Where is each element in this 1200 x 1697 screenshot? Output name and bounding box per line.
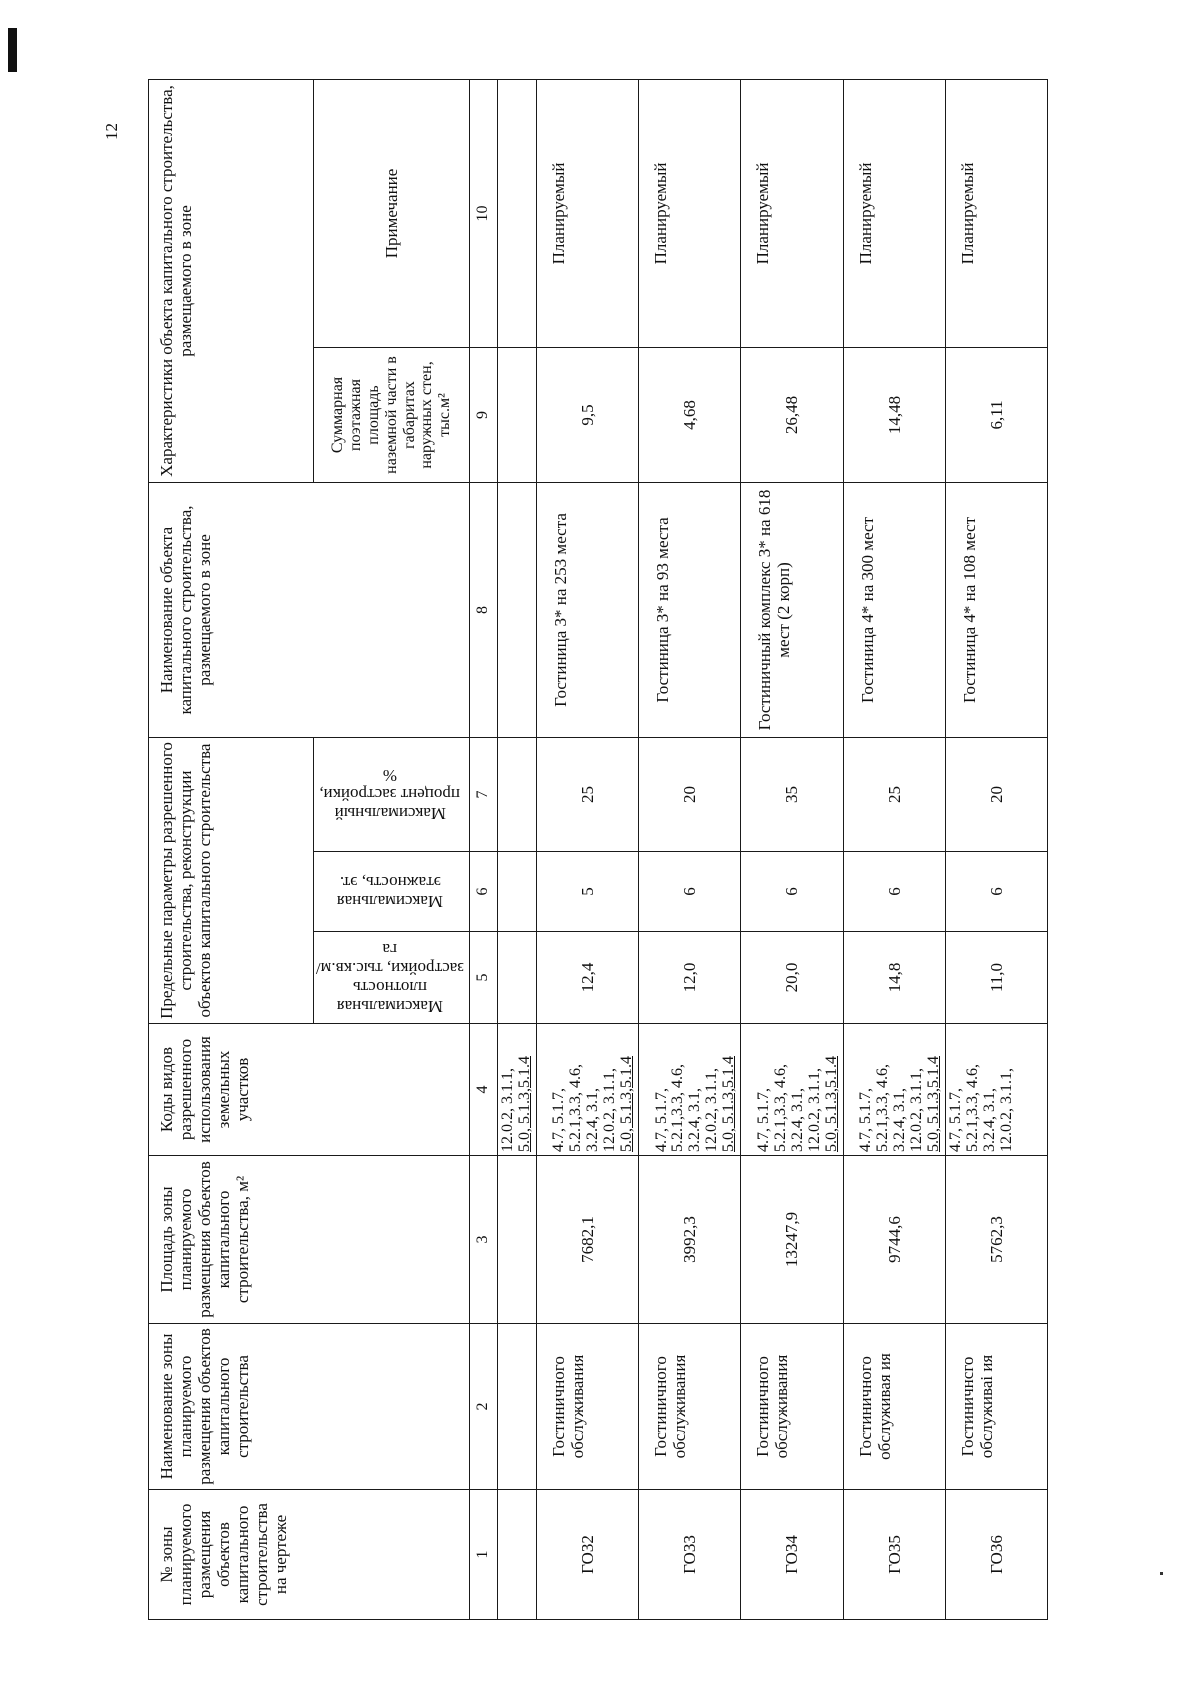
table-row	[945, 79, 1047, 1619]
object-name: Гостиница 3* на 93 места	[639, 482, 741, 737]
header-floor-area: Суммарная поэтажная площадь наземной части в габаритах наружных стен, тыс.м²	[314, 347, 469, 482]
scan-edge-mark	[8, 28, 17, 72]
use-codes: 4.7, 5.1.7, 5.2.1,3.3, 4.6, 3.2.4, 3.1, 12.0.2, 3.1.1, 5.0, 5.1.3,5.1.4	[639, 1024, 741, 1156]
header-max-floors: Максимальная этажность, эт.	[314, 852, 469, 932]
use-codes: 4.7, 5.1.7, 5.2.1,3.3, 4.6, 3.2.4, 3.1, 12.0.2, 3.1.1, 5.0, 5.1.3,5.1.4	[843, 1024, 945, 1156]
object-name: Гостиничный комплекс 3* на 618 мест (2 корп)	[741, 482, 843, 737]
object-name: Гостиница 4* на 300 мест	[843, 482, 945, 737]
zones-table	[148, 79, 1048, 1620]
floor-area: 26,48	[741, 347, 843, 482]
zone-area: 13247,9	[741, 1156, 843, 1324]
column-number: 4	[469, 1024, 497, 1156]
column-number: 3	[469, 1156, 497, 1324]
zone-area: 5762,3	[945, 1156, 1047, 1324]
header-zone-number: № зоны планируемого размещения объектов капитального строительства на чертеже	[149, 1490, 470, 1620]
max-density: 20,0	[741, 932, 843, 1024]
zone-number: ГО33	[639, 1490, 741, 1620]
column-number: 1	[469, 1490, 497, 1620]
max-density: 14,8	[843, 932, 945, 1024]
table-row	[741, 79, 843, 1619]
zone-name: Гостиничного обслуживая ия	[843, 1324, 945, 1490]
use-codes: 4.7, 5.1.7, 5.2.1,3.3, 4.6, 3.2.4, 3.1, 12.0.2, 3.1.1,	[945, 1024, 1047, 1156]
table-row	[536, 79, 638, 1619]
floor-area: 4,68	[639, 347, 741, 482]
carry-over-codes: 12.0.2, 3.1.1, 5.0, 5.1.3,5.1.4	[497, 1024, 536, 1156]
scan-dot-mark	[1160, 1572, 1163, 1575]
header-limit-parameters: Предельные параметры разрешенного строительства, реконструкции объектов капитального строительства	[149, 737, 314, 1023]
header-object-characteristics: Характеристики объекта капитального строительства, размещаемого в зоне	[149, 79, 314, 482]
max-percent: 25	[843, 737, 945, 851]
column-number: 7	[469, 737, 497, 851]
header-note: Примечание	[314, 79, 469, 347]
zone-number: ГО32	[536, 1490, 638, 1620]
max-density: 12,0	[639, 932, 741, 1024]
max-density: 12,4	[536, 932, 638, 1024]
object-name: Гостиница 3* на 253 места	[536, 482, 638, 737]
header-use-codes: Коды видов разрешенного использования земельных участков	[149, 1024, 470, 1156]
max-percent: 20	[639, 737, 741, 851]
carry-over-row	[497, 79, 536, 1619]
max-floors: 6	[945, 852, 1047, 932]
page-number: 12	[102, 123, 121, 140]
use-codes: 4.7, 5.1.7, 5.2.1,3.3, 4.6, 3.2.4, 3.1, 12.0.2, 3.1.1, 5.0, 5.1.3,5.1.4	[536, 1024, 638, 1156]
header-row-1	[149, 79, 314, 1619]
zone-name: Гостиничнсго обслуживаі ия	[945, 1324, 1047, 1490]
zone-area: 3992,3	[639, 1156, 741, 1324]
max-floors: 6	[741, 852, 843, 932]
header-max-density: Максимальная плотность застройки, тыс.кв.м/га	[314, 932, 469, 1024]
header-zone-name: Наименование зоны планируемого размещения объектов капитального строительства	[149, 1324, 470, 1490]
max-floors: 6	[843, 852, 945, 932]
column-number: 5	[469, 932, 497, 1024]
max-percent: 20	[945, 737, 1047, 851]
note: Планируемый	[843, 79, 945, 347]
floor-area: 9,5	[536, 347, 638, 482]
column-number: 10	[469, 79, 497, 347]
max-percent: 35	[741, 737, 843, 851]
zone-name: Гостиничного обслуживания	[536, 1324, 638, 1490]
table-row	[843, 79, 945, 1619]
zone-area: 9744,6	[843, 1156, 945, 1324]
max-floors: 5	[536, 852, 638, 932]
floor-area: 14,48	[843, 347, 945, 482]
note: Планируемый	[945, 79, 1047, 347]
header-zone-area: Площадь зоны планируемого размещения объектов капитального строительства, м²	[149, 1156, 470, 1324]
column-number: 8	[469, 482, 497, 737]
table-row	[639, 79, 741, 1619]
header-object-name: Наименование объекта капитального строительства, размещаемого в зоне	[149, 482, 470, 737]
zone-number: ГО35	[843, 1490, 945, 1620]
header-max-percent: Максимальный процент застройки, %	[314, 737, 469, 851]
column-number: 6	[469, 852, 497, 932]
note: Планируемый	[536, 79, 638, 347]
max-density: 11,0	[945, 932, 1047, 1024]
use-codes: 4.7, 5.1.7, 5.2.1,3.3, 4.6, 3.2.4, 3.1, 12.0.2, 3.1.1, 5.0, 5.1.3,5.1.4	[741, 1024, 843, 1156]
note: Планируемый	[741, 79, 843, 347]
floor-area: 6,11	[945, 347, 1047, 482]
column-number: 2	[469, 1324, 497, 1490]
zone-number: ГО34	[741, 1490, 843, 1620]
zone-number: ГО36	[945, 1490, 1047, 1620]
column-number: 9	[469, 347, 497, 482]
zone-name: Гостиничного обслуживания	[639, 1324, 741, 1490]
column-number-row	[469, 79, 497, 1619]
max-percent: 25	[536, 737, 638, 851]
object-name: Гостиница 4* на 108 мест	[945, 482, 1047, 737]
note: Планируемый	[639, 79, 741, 347]
zone-name: Гостиничного обслуживания	[741, 1324, 843, 1490]
zone-area: 7682,1	[536, 1156, 638, 1324]
max-floors: 6	[639, 852, 741, 932]
rotated-table-container	[148, 80, 1048, 1620]
